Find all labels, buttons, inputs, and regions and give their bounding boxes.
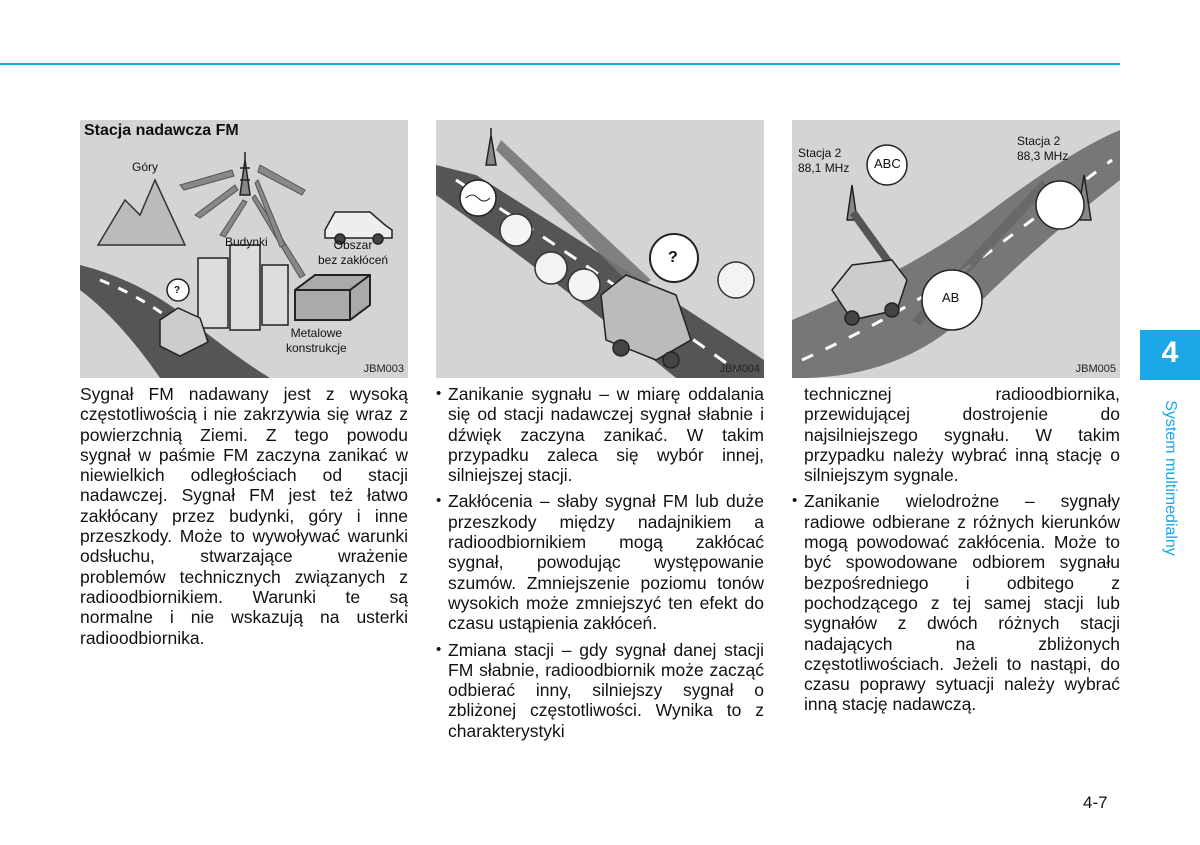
- bullet-marker: •: [436, 492, 442, 510]
- column-2: [436, 384, 764, 747]
- label-mountains: Góry: [132, 160, 159, 174]
- abc-label: ABC: [874, 156, 901, 171]
- ab-label: AB: [942, 290, 960, 305]
- metal-structure: [295, 275, 370, 320]
- chapter-tab: [1140, 330, 1200, 380]
- top-rule: [0, 63, 1120, 65]
- question-mark: ?: [174, 285, 181, 296]
- radio-tower: [240, 152, 250, 195]
- chapter-title: System multimedialny: [1162, 400, 1179, 556]
- figure-code: JBM005: [1075, 363, 1116, 375]
- bullet-marker: •: [436, 640, 442, 658]
- chapter-number: 4: [1161, 336, 1179, 369]
- figure-code: JBM003: [363, 363, 404, 375]
- figure-fm-station: [80, 120, 408, 378]
- buildings: [198, 245, 288, 330]
- bullet-item: [792, 491, 1120, 714]
- page-number: 4-7: [1083, 793, 1108, 812]
- bullet-marker: •: [436, 385, 442, 402]
- label-metal-structures: Metalowe konstrukcje: [286, 326, 347, 355]
- bullet-text: Zakłócenia – słaby sygnał FM lub duże przeszkody między nadajnikiem a radioodbiornikiem mogą zakłócać sygnał, powodując występowanie szumów. Zmniejszenie poziomu tonów wysokich może zmniejszyć ten efekt do czasu ustąpienia zakłóceń.: [448, 491, 764, 634]
- bubble-noise-right: [1036, 181, 1084, 229]
- label-clear-area: Obszar bez zakłóceń: [318, 238, 389, 267]
- bullet-item: [436, 640, 764, 741]
- bullet-text: Zanikanie sygnału – w miarę oddalania się od stacji nadawczej sygnał słabnie i dźwięk zaczyna zanikać. W takim przypadku zaleca się wybór innej, silniejszej stacji.: [448, 384, 764, 486]
- signal-fading-illustration: [436, 120, 764, 378]
- station2-label: Stacja 2 88,3 MHz: [1017, 134, 1069, 163]
- figure-code: JBM004: [719, 363, 760, 375]
- continuation-text: technicznej radioodbiornika, przewidującej dostrojenie do najsilniejszego sygnału. W takim przypadku należy wybrać inną stację o silniejszym sygnale.: [804, 384, 1120, 486]
- figure-multipath: [792, 120, 1120, 378]
- station1-label: Stacja 2 88,1 MHz: [798, 146, 850, 175]
- bullet-marker: •: [792, 492, 798, 510]
- bullet-text: Zmiana stacji – gdy sygnał danej stacji FM słabnie, radioodbiornik może zacząć odbierać inny, silniejszy sygnał o zbliżonej częstotliwości. Wynika to z charakterystyki: [448, 639, 764, 741]
- bullet-text: Zanikanie wielodrożne – sygnały radiowe odbierane z różnych kierunków mogą powodować zakłócenia. Może to być spowodowane odbiorem sygnału bezpośredniego i odbitego z pochodzącego z tej samej stacji lub sygnałów z dwóch różnych stacji nadających na zbliżonych częstotliwościach. Jeżeli to nastąpi, do czasu poprawy sytuacji należy wybrać inną stację nadawczą.: [804, 491, 1120, 715]
- mountains: [98, 180, 185, 245]
- radio-tower: [486, 128, 496, 165]
- intro-paragraph: Sygnał FM nadawany jest z wysoką częstotliwością i nie zakrzywia się wraz z powierzchnią Ziemi. Z tego powodu sygnał w paśmie FM zaczyna zanikać w niewielkich odległościach od stacji nadawczej. Sygnał FM jest też łatwo zakłócany przez budynki, góry i inne przeszkody. Może to wywoływać warunki odsłuchu, stwarzające wrażenie problemów technicznych związanych z radioodbiornikiem. Warunki te są normalne i nie wskazują na usterki radioodbiornika.: [80, 384, 408, 648]
- signal-arrow-left: [850, 210, 892, 265]
- column-3: [792, 384, 1120, 721]
- label-buildings: Budynki: [225, 235, 268, 249]
- bullet-item: [436, 384, 764, 485]
- bullet-item: [436, 491, 764, 633]
- question-mark: ?: [668, 249, 678, 266]
- column-1: [80, 384, 408, 648]
- figure-signal-fading: [436, 120, 764, 378]
- figure-title: Stacja nadawcza FM: [84, 122, 239, 139]
